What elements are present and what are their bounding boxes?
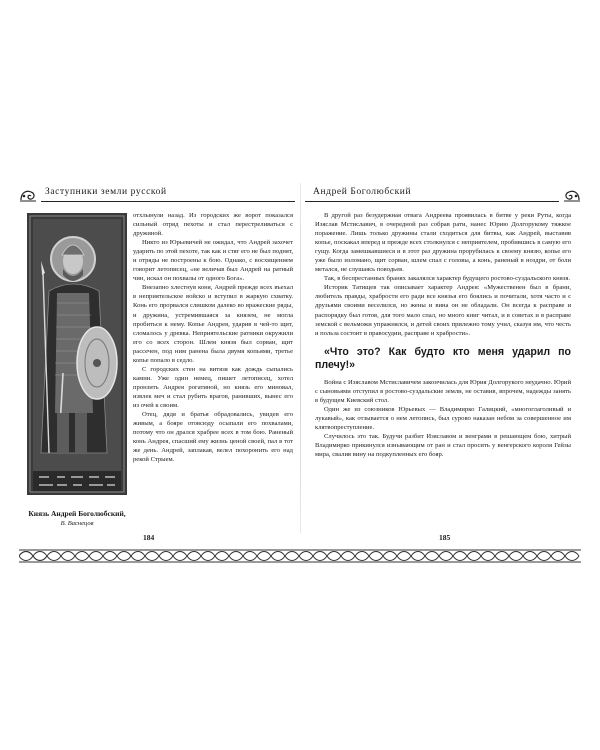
caption-title: Князь Андрей Боголюбский, <box>28 509 126 518</box>
portrait-caption <box>23 509 131 528</box>
running-title: Андрей Боголюбский <box>313 187 412 197</box>
paragraph: отхлынули назад. Из городских же ворот показался сильный отряд пехоты и стал перестреливаться с дружиной. <box>133 212 293 238</box>
header-rule <box>41 201 295 202</box>
paragraph: С городских стен на витязя как дождь сыпались камни. Уже один немец, пишет летописец, хотел пронзить Андрея рогатиной, но князь его миновал, извлек меч и стал рубить врагов, ранивших, вынес его из очей к своим. <box>133 365 293 409</box>
right-page-header <box>305 187 581 201</box>
book-spread <box>19 183 581 543</box>
header-rule <box>305 201 559 202</box>
ornament-icon <box>19 188 37 202</box>
paragraph: В другой раз безудержная отвага Андреева проявилась в битве у реки Руты, когда Изяслав Мстиславич, в очередной раз собрав рати, нанес Юрию Долгорукому тяжкое поражение. Лишь только дружины стали сходиться для битвы, как Андрей, выставив копье, поскакал вперед и прежде всех столкнулся с неприятелем, пробившись в самую его гущу. Когда замешкавшиеся и в этот раз дружина прорубилась к своему князю, копье его уже было изломано, щит сорван, шлем спал с головы, а конь, раненый в ноздри, от боли метался, не слушаясь поводьев. <box>315 212 571 274</box>
portrait-drawing <box>27 213 127 495</box>
paragraph: Никто из Юрьевичей не ожидал, что Андрей захочет ударить по этой пехоте, так как и стяг его не был поднят, и отряды не построены к бою. Однако, с восхищением говорит летописец, «не величав был Андрей на ратный чин, искал он похвалы от одного Бога». <box>133 239 293 283</box>
left-text-column <box>133 211 293 464</box>
paragraph: Случилось это так. Будучи разбит Изяславом и венграми в решающем бою, хитрый Владимирко прикинулся изнывающим от ран и стал просить у венгерского короля Гейзы мира, свалив вину на подкупленных его бояр. <box>315 432 571 459</box>
caption-artist: В. Васнецов <box>60 520 94 527</box>
page-number: 185 <box>439 533 451 542</box>
page-number: 184 <box>143 533 155 542</box>
book-spine <box>300 183 301 533</box>
right-text-column <box>315 211 571 459</box>
portrait-illustration <box>27 213 127 495</box>
ornament-icon <box>563 188 581 202</box>
paragraph: Война с Изяславом Мстиславичем закончилась для Юрия Долгорукого неудачно. Юрий с сыновьями отступил в ростово-суздальские земли, не оставив, впрочем, надежды занять в будущем Киевский стол. <box>315 378 571 404</box>
paragraph: Внезапно хлестнув коня, Андрей прежде всех въехал в неприятельское войско и вступил в жаркую схватку. Конь его прорвался слишком далеко во вражеские ряды, и дружина, устремившаяся за князем, не могла пробиться к нему. Копье Андрея, ударив в чей-то щит, сломалось у древка. Неприятельские ратники окружили его со всех сторон. Шлем князя был сорван, щит рассечен, под ним ранена была двумя копьями, третье копье попало в седло. <box>133 284 293 364</box>
decorative-border <box>19 549 581 563</box>
right-page <box>305 183 581 543</box>
running-title: Заступники земли русской <box>45 187 167 197</box>
paragraph: Так, в беспрестанных бранях закалялся характер будущего ростово-суздальского князя. <box>324 275 571 283</box>
left-page-header <box>19 187 295 201</box>
paragraph: Историк Татищев так описывает характер Андрея: «Мужественен был в брани, любитель правды, храбрости его ради все князья его боялись и почитали, хотя часто и с друзьями своими веселился, но жены и вина он не обладали. Он всегда к расправе и распорядку был готов, для того мало спал, но много книг читал, и в советах и в расправе земской с вельможи упражнялся, и детей своих прилежно тому учил, сказуя им, что честь и польза состоит в правосудии, расправе и храбрости». <box>315 284 571 337</box>
section-heading: «Что это? Как будто кто меня ударил по плечу!» <box>315 345 571 371</box>
left-page <box>19 183 295 543</box>
paragraph: Один же из союзников Юрьевых — Владимирко Галицкий, «многоглаголивый и лукавый», как отзывается о нем летопись, был сурово наказан небом за совершенное им клятвопреступление. <box>315 405 571 431</box>
paragraph: Отец, дядя и братья обрадовались, увидев его живым, а бояре отовсюду осыпали его похвалами, потому что он дрался храбрее всех в том бою. Раненый конь Андрея, спасший ему жизнь ценой своей, пал в тот же день. Андрей, заплакав, велел похоронить его над рекой Стрыем. <box>133 411 293 464</box>
